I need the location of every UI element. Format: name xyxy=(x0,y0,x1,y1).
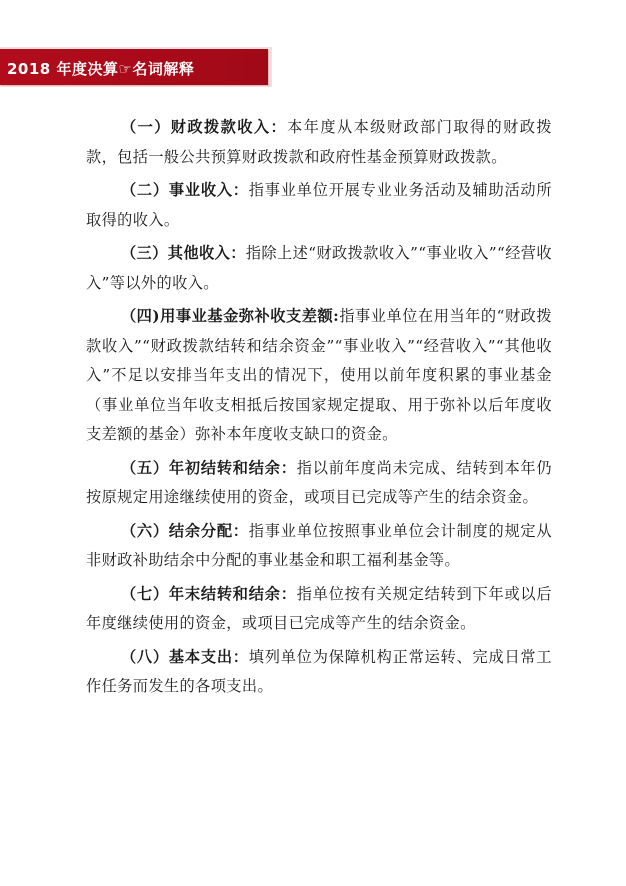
definition-item xyxy=(86,517,552,576)
definition-text: 指事业单位按照事业单位会计制度的规定从非财政补助结余中分配的事业基金和职工福利基金等。 xyxy=(86,521,553,569)
definition-item xyxy=(86,454,552,513)
definition-text: 指事业单位在用当年的“财政拨款收入”“财政拨款结转和结余资金”“事业收入”“经营收入”“其他收入”不足以安排当年支出的情况下，使用以前年度积累的事业基金（事业单位当年收支相抵后按国家规定提取、用于弥补以后年度收支差额的基金）弥补本年度收支缺口的资金。 xyxy=(86,307,552,443)
header-banner xyxy=(0,47,272,87)
definition-term: （八）基本支出： xyxy=(120,647,249,666)
definition-item xyxy=(86,580,552,639)
definition-text: 指以前年度尚未完成、结转到本年仍按原规定用途继续使用的资金，或项目已完成等产生的结余资金。 xyxy=(86,458,553,506)
definition-term: （一）财政拨款收入： xyxy=(120,118,288,136)
definition-item xyxy=(86,239,552,298)
definition-text: 本年度从本级财政部门取得的财政拨款，包括一般公共预算财政拨款和政府性基金预算财政拨款。 xyxy=(86,118,552,166)
page-title: 2018 年度决算☞名词解释 xyxy=(7,60,195,78)
definition-term: （二）事业收入： xyxy=(120,181,249,199)
definition-term: （三）其他收入： xyxy=(120,244,246,262)
definition-text: 填列单位为保障机构正常运转、完成日常工作任务而发生的各项支出。 xyxy=(86,647,553,695)
definition-text: 指事业单位开展专业业务活动及辅助活动所取得的收入。 xyxy=(86,181,553,229)
definition-term: （五）年初结转和结余： xyxy=(120,458,297,477)
definition-term: （六）结余分配： xyxy=(120,521,249,540)
definition-term: （七）年末结转和结余： xyxy=(120,584,297,603)
definition-item xyxy=(86,176,552,235)
definition-item xyxy=(86,643,552,702)
definition-item xyxy=(86,113,552,172)
definition-term: （四)用事业基金弥补收支差额: xyxy=(120,307,340,325)
definitions-list xyxy=(86,113,552,706)
definition-text: 指单位按有关规定结转到下年或以后年度继续使用的资金，或项目已完成等产生的结余资金。 xyxy=(86,584,553,632)
banner-bar xyxy=(0,49,268,85)
definition-item xyxy=(86,302,552,450)
definition-text: 指除上述“财政拨款收入”“事业收入”“经营收入”等以外的收入。 xyxy=(86,244,552,292)
